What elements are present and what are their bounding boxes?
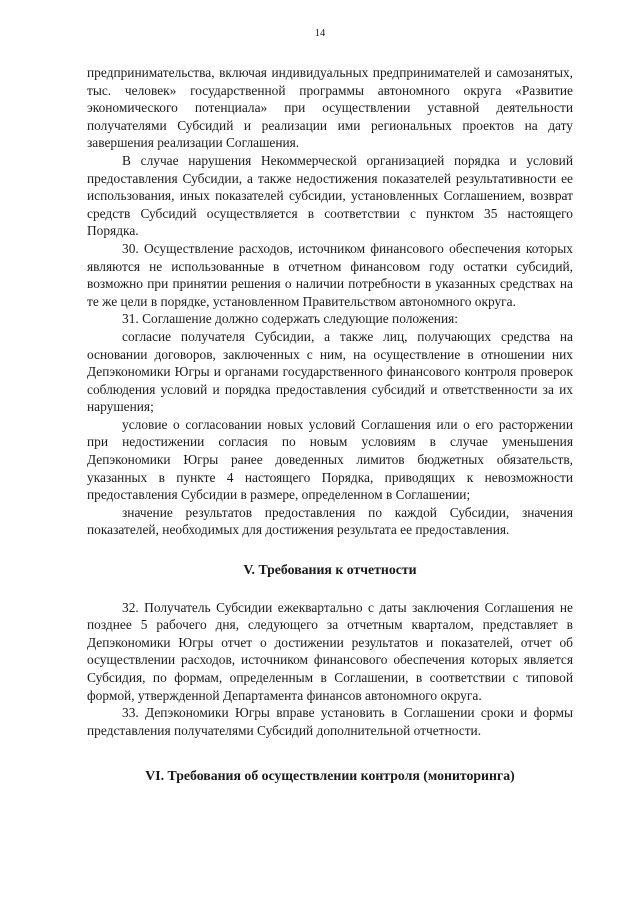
paragraph: согласие получателя Субсидии, а также лиц, получающих средства на основании договоров, заключенных с ним, на осуществление в отношении них Депэкономики Югры и органами государственного финансового контроля проверок соблюдения условий и порядка предоставления субсидий и ответственности за их нарушения;: [87, 328, 573, 415]
document-body: [87, 64, 573, 805]
section-heading-reporting: V. Требования к отчетности: [243, 562, 417, 578]
paragraph: 31. Соглашение должно содержать следующие положения:: [122, 311, 458, 327]
paragraph: В случае нарушения Некоммерческой организацией порядка и условий предоставления Субсидии, а также недостижения показателей результативности ее использования, иных показателей субсидии, установленных Соглашением, возврат средств Субсидий осуществляется в соответствии с пунктом 35 настоящего Порядка.: [87, 152, 573, 239]
paragraph: значение результатов предоставления по каждой Субсидии, значения показателей, необходимых для достижения результата ее предоставления.: [87, 504, 573, 538]
page-number: 14: [314, 28, 326, 39]
paragraph: условие о согласовании новых условий Соглашения или о его расторжении при недостижении согласия по новым условиям в случае уменьшения Депэкономики Югры ранее доведенных лимитов бюджетных обязательств, указанных в пункте 4 настоящего Порядка, приводящих к невозможности предоставления Субсидии в размере, определенном в Соглашении;: [87, 416, 573, 503]
paragraph: 32. Получатель Субсидии ежеквартально с даты заключения Соглашения не позднее 5 рабочего дня, следующего за отчетным кварталом, представляет в Депэкономики Югры отчет о достижении результатов и показателей, отчет об осуществлении расходов, источником финансового обеспечения которых является Субсидия, по формам, определенным в Соглашении, в соответствии с типовой формой, утвержденной Департамента финансов автономного округа.: [87, 599, 573, 703]
paragraph: 30. Осуществление расходов, источником финансового обеспечения которых являются не использованные в отчетном финансовом году остатки субсидий, возможно при принятии решения о наличии потребности в указанных средствах на те же цели в порядке, установленном Правительством автономного округа.: [87, 240, 573, 309]
paragraph: предпринимательства, включая индивидуальных предпринимателей и самозанятых, тыс. человек» государственной программы автономного округа «Развитие экономического потенциала» при осуществлении уставной деятельности получателями Субсидий и реализации ими региональных проектов на дату завершения реализации Соглашения.: [87, 65, 573, 151]
paragraph: 33. Депэкономики Югры вправе установить в Соглашении сроки и формы представления получателями Субсидий дополнительной отчетности.: [87, 705, 573, 738]
section-heading-control: VI. Требования об осуществлении контроля (мониторинга): [145, 768, 515, 784]
